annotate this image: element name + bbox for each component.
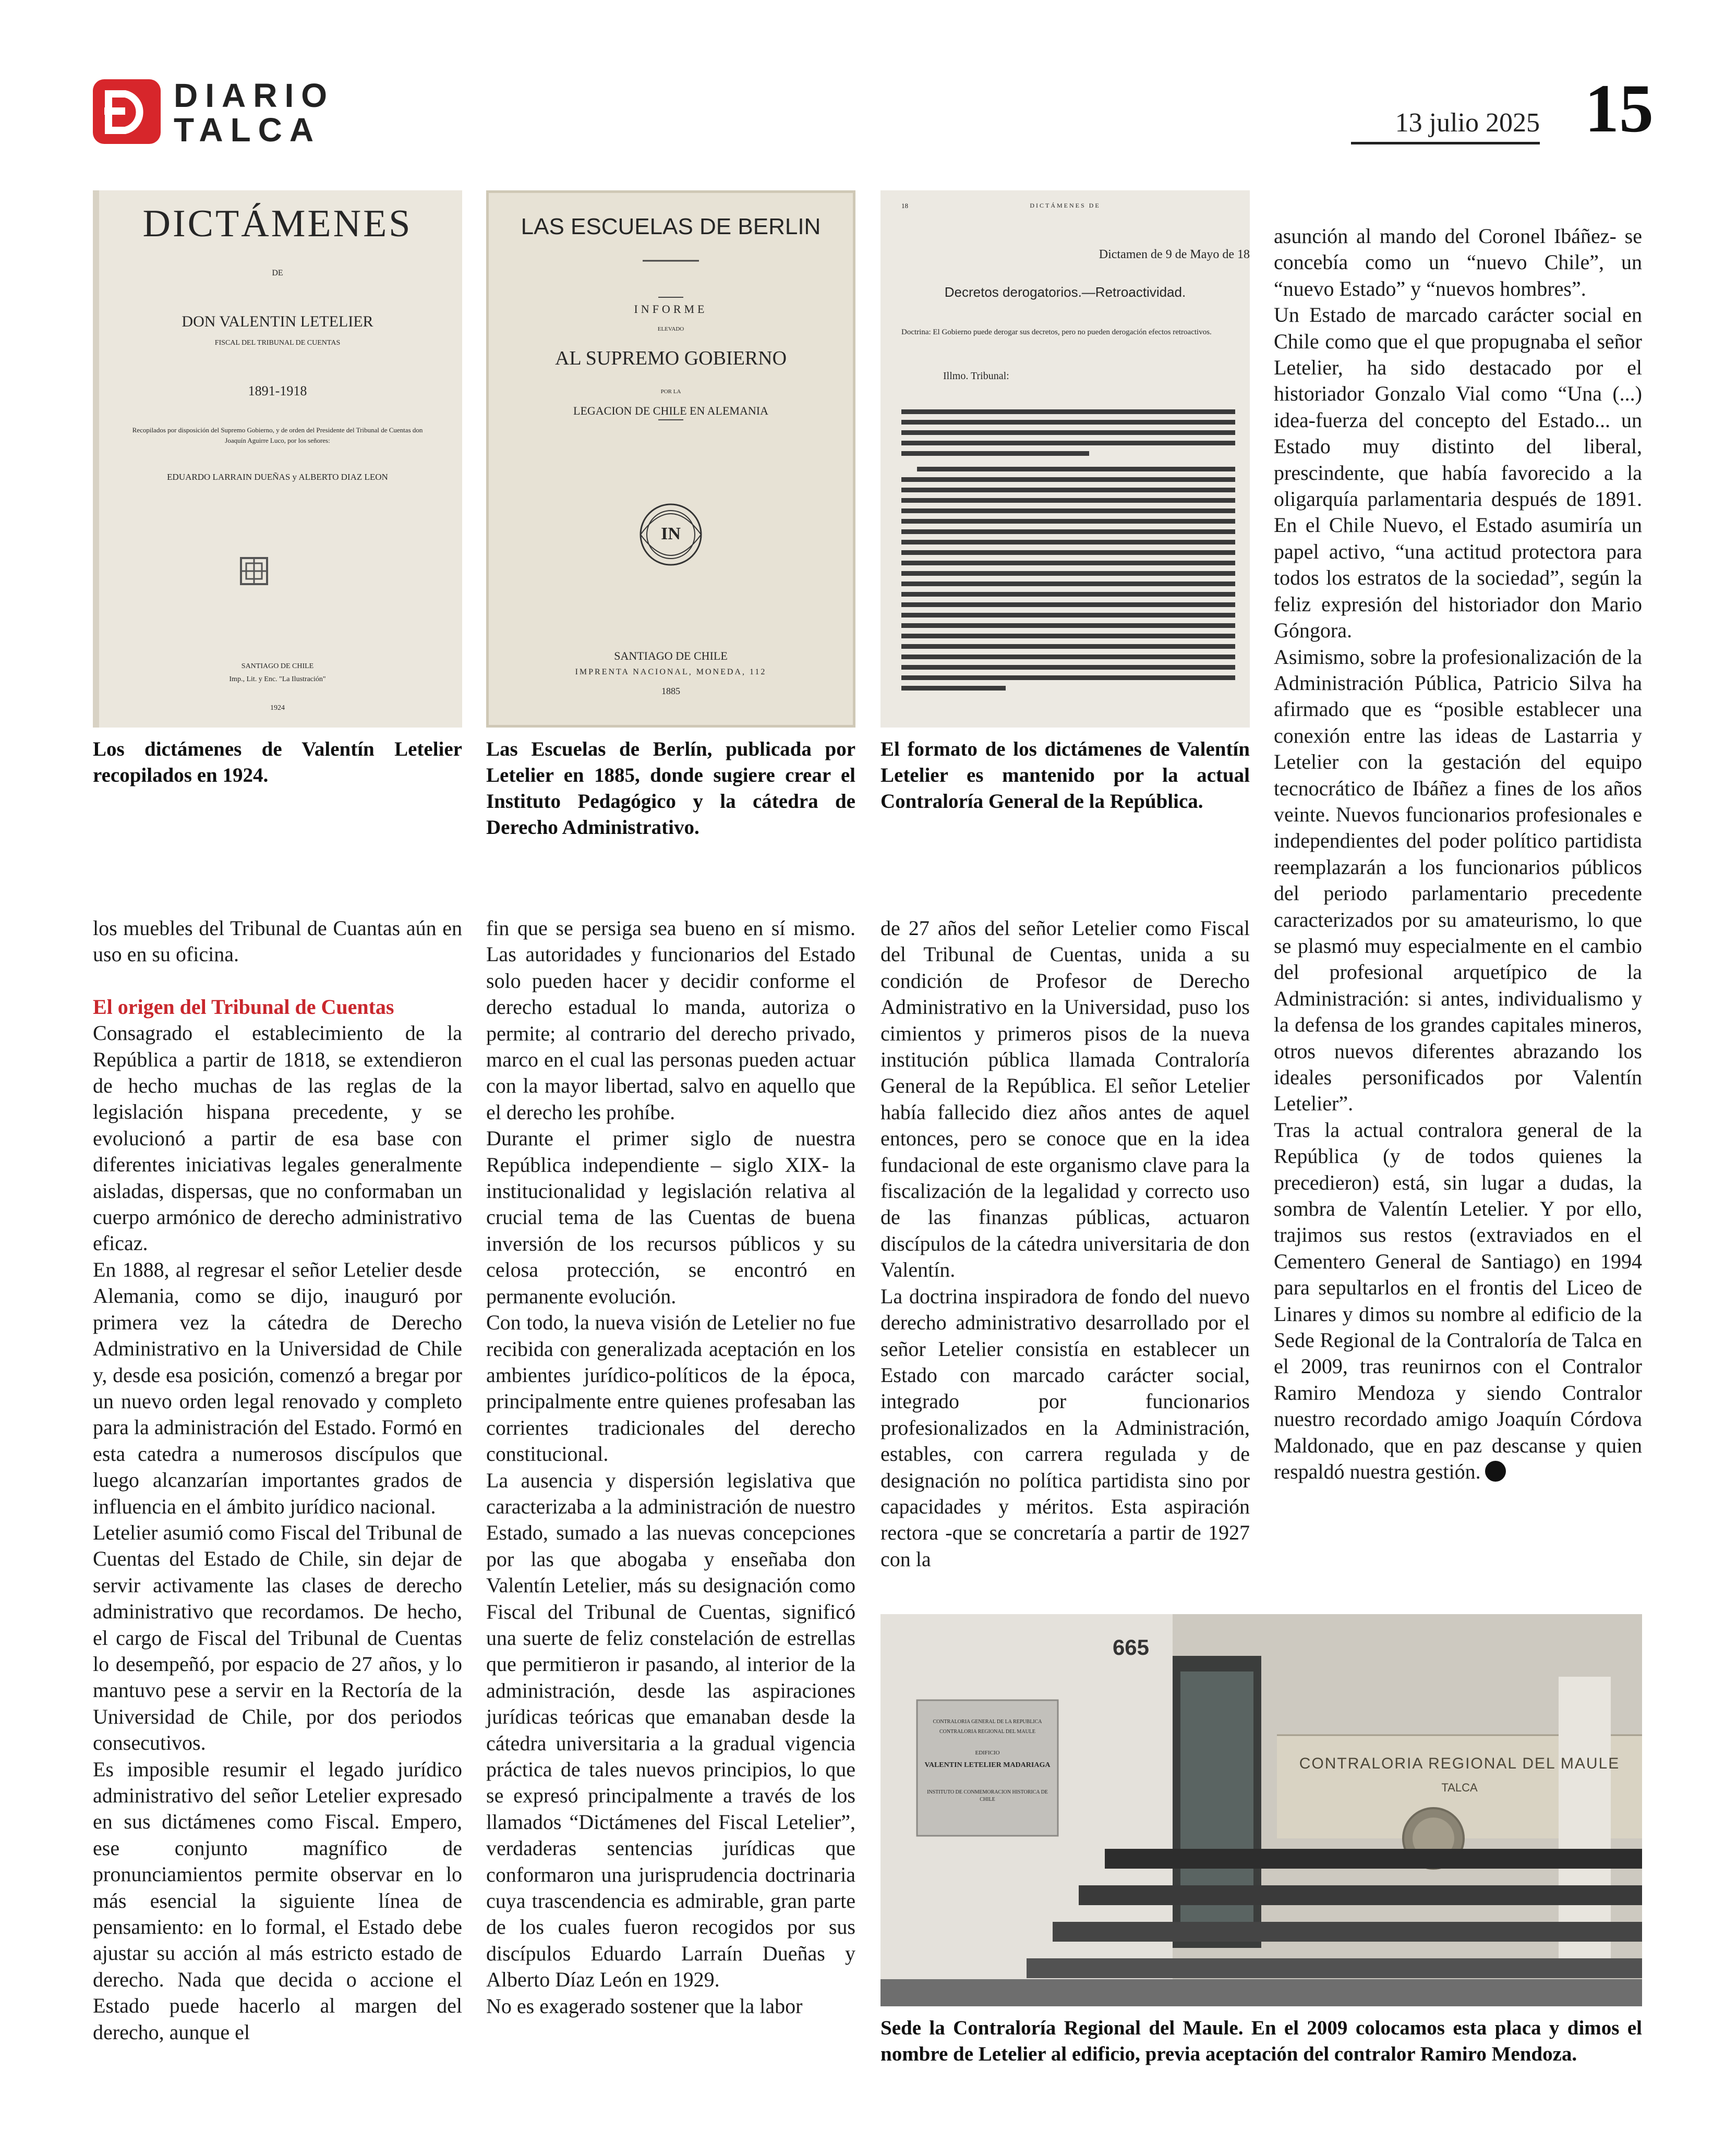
scan-por: POR LA <box>660 389 681 395</box>
paragraph: los muebles del Tribunal de Cuantas aún en uso en su oficina. <box>93 916 462 966</box>
article-column-4 <box>1274 223 1642 1485</box>
paragraph: fin que se persiga sea bueno en sí mismo. Las autoridades y funcionarios del Estado solo pueden hacer y decidir conforme el derecho estadual lo manda, autoriza o permite; al contrario del derecho privado, marco en el cual las personas pueden actuar con la mayor libertad, salvo en aquello que el derecho les prohíbe. <box>486 916 855 1124</box>
building-number: 665 <box>1112 1635 1150 1660</box>
article-column-1 <box>93 915 462 2045</box>
brand-logo-icon <box>93 79 161 144</box>
plaque-line-2: CONTRALORIA REGIONAL DEL MAULE <box>939 1729 1035 1735</box>
paragraph: Durante el primer siglo de nuestra República independiente – siglo XIX- la institucionalidad y legislación relativa al crucial tema de las Cuentas de buena inversión de los recursos públicos y su celosa protección, se encontró en permanente evolución. <box>486 1127 855 1308</box>
building-illustration <box>880 1614 1642 2006</box>
scan-decretos: Decretos derogatorios.—Retroactividad. <box>944 284 1186 300</box>
plaque-line-4: VALENTIN LETELIER MADARIAGA <box>924 1761 1051 1769</box>
paragraph: Un Estado de marcado carácter social en Chile como que el que propugnaba el señor Letelier, ha sido destacado por el historiador Gonzalo Vial como “Una (...) idea-fuerza del concepto del Estado... un Estado muy distinto del liberal, prescindente, que había favorecido a la oligarquía parlamentaria después de 1891. En el Chile Nuevo, el Estado asumiría un papel activo, “una actitud protectora para todos los estratos de la sociedad”, según la feliz expresión del historiador don Mario Góngora. <box>1274 303 1642 643</box>
paragraph-final-text: Tras la actual contralora general de la República (y de todos quienes la precedieron) está, sin lugar a dudas, la sombra de Valentín Letelier. Y por ello, trajimos sus restos (extraviados en el Cementero General de Santiago) en 1994 para sepultarlos en el frontis del Liceo de Linares y dimos su nombre al edificio de la Sede Regional de la Contraloría de Talca en el 2009, tras reunirnos con el Contralor Ramiro Mendoza y siendo Contralor nuestro recordado amigo Joaquín Córdova Maldonado, que en paz descanse y quien respaldó nuestra gestión. <box>1274 1118 1642 1484</box>
caption-dictamen-format: El formato de los dictámenes de Valentín Letelier es mantenido por la actual Contraloría General de la República. <box>880 738 1250 813</box>
caption-contraloria-building: Sede la Contraloría Regional del Maule. En el 2009 colocamos esta placa y dimos el nombre de Letelier al edificio, previa aceptación del contralor Ramiro Mendoza. <box>880 2017 1642 2065</box>
paragraph: Consagrado el establecimiento de la República a partir de 1818, se extendieron de hecho muchas de las reglas de la legislación hispana precedente, y se evolucionó a partir de esa base con diferentes iniciativas legales generalmente aisladas, dispersas, que no conformaban un cuerpo armónico de derecho administrativo eficaz. <box>93 1021 462 1255</box>
scan-supremo: AL SUPREMO GOBIERNO <box>554 347 787 369</box>
paragraph: Asimismo, sobre la profesionalización de la Administración Pública, Patricio Silva ha afirmado que es “posible establecer una conexión entre las ideas de Lastarria y Letelier con la gestación del equipo tecnocrático de Ibáñez a fines de los años veinte. Nuevos funcionarios profesionales e independientes del poder político partidista reemplazarán a los funcionarios públicos del periodo parlamentario precedente caracterizados por su amateurismo, lo que se plasmó muy especialmente en el cambio del profesional arquetípico de la Administración: si antes, individualismo y la defensa de los grandes capitales mineros, otros nuevos diferentes abrazando los ideales personificados por Valentín Letelier”. <box>1274 645 1642 1116</box>
brand-line-2: TALCA <box>174 111 321 149</box>
scan-elevado: ELEVADO <box>657 326 684 332</box>
article-column-3 <box>880 915 1250 1572</box>
article-column-2 <box>486 915 855 2019</box>
paragraph-final <box>1274 1117 1642 1485</box>
scan-de: DE <box>272 269 283 277</box>
scan-year: 1885 <box>661 686 680 696</box>
scan-legacion: LEGACION DE CHILE EN ALEMANIA <box>573 404 768 417</box>
book-cover-escuelas-berlin-image <box>486 190 855 728</box>
plaque-line-3: EDIFICIO <box>975 1750 1000 1756</box>
paper-texture <box>486 190 855 728</box>
dictamen-text-block <box>880 190 1250 728</box>
paragraph: Letelier asumió como Fiscal del Tribunal de Cuentas del Estado de Chile, sin dejar de servir activamente las clases de derecho administrativo que recordamos. De hecho, el cargo de Fiscal del Tribunal de Cuentas lo desempeñó, por espacio de 27 años, y lo mantuvo pese a servir en la Rectoría de la Universidad de Chile, por dos periodos consecutivos. <box>93 1520 462 1755</box>
paragraph: Es imposible resumir el legado jurídico administrativo del señor Letelier expresado en sus dictámenes como Fiscal. Empero, ese conjunto magnífico de pronunciamientos permite observar en lo más esencial la siguiente línea de pensamiento: en lo formal, el Estado debe ajustar su acción al más estricto estado de derecho. Nada que decida o accione el Estado puede hacerlo al margen del derecho, aunque el <box>93 1757 462 2044</box>
dictamen-page-image <box>880 190 1250 728</box>
scan-press: Imp., Lit. y Enc. "La Ilustración" <box>229 675 326 683</box>
scan-recopilados: Recopilados por disposición del Supremo Gobierno, y de orden del Presidente del Tribunal de Cuentas don Joaquín Aguirre Luco, por los señores: <box>132 426 423 444</box>
paragraph: asunción al mando del Coronel Ibáñez- se concebía como un “nuevo Chile”, un “nuevo Estado” y “nuevos hombres”. <box>1274 224 1642 300</box>
paragraph: La ausencia y dispersión legislativa que caracterizaba a la administración de nuestro Estado, sumado a las nuevas concepciones por las que abogaba y enseñaba don Valentín Letelier, más su designación como Fiscal del Tribunal de Cuentas, significó una suerte de feliz constelación de estrellas que permitieron ir pasando, al interior de la administración, desde las aspiraciones jurídicas teóricas que emanaban desde la cátedra universitaria a la gradual vigencia práctica de tales nuevos principios, lo que se expresó principalmente a través de los llamados “Dictámenes del Fiscal Letelier”, verdaderas sentencias jurídicas que conformaron una jurisprudencia doctrinaria cuya trascendencia es admirable, gran parte de los cuales fueron recogidos por sus discípulos Eduardo Larraín Dueñas y Alberto Díaz León en 1929. <box>486 1468 855 1992</box>
scan-authors: EDUARDO LARRAIN DUEÑAS y ALBERTO DIAZ LEON <box>167 472 388 482</box>
scan-press: IMPRENTA NACIONAL, MONEDA, 112 <box>575 668 767 676</box>
paragraph: No es exagerado sostener que la labor <box>486 1994 803 2018</box>
scan-year: 1924 <box>270 704 285 712</box>
paragraph: Con todo, la nueva visión de Letelier no fue recibida con generalizada aceptación en los ambientes jurídico-políticos de la época, principalmente entre quienes profesaban las corrientes tradicionales del derecho constitucional. <box>486 1311 855 1466</box>
scan-title: DICTÁMENES <box>142 202 413 245</box>
plaque-line-1: CONTRALORIA GENERAL DE LA REPUBLICA <box>933 1719 1042 1725</box>
scan-years: 1891-1918 <box>248 383 307 398</box>
caption-escuelas-berlin: Las Escuelas de Berlín, publicada por Letelier en 1885, donde sugiere crear el Instituto Pedagógico y la cátedra de Derecho Administrativo. <box>486 738 855 839</box>
brand-name <box>174 78 334 147</box>
paragraph: de 27 años del señor Letelier como Fiscal del Tribunal de Cuentas, unida a su condición de Profesor de Derecho Administrativo en la Universidad, puso los cimientos y primeros pisos de la nueva institución pública llamada Contraloría General de la República. El señor Letelier había fallecido diez años antes de aquel entonces, pero se conoce que en la idea fundacional de este organismo clave para la fiscalización de la legalidad y correcto uso de las finanzas públicas, actuaron discípulos de la cátedra universitaria de don Valentín. <box>880 916 1250 1282</box>
scan-monogram: IN <box>661 524 681 543</box>
scan-running-head: DICTÁMENES DE <box>1030 202 1101 209</box>
issue-date: 13 julio 2025 <box>1351 104 1540 144</box>
scan-title: LAS ESCUELAS DE BERLIN <box>521 214 821 239</box>
caption-dictamenes: Los dictámenes de Valentín Letelier recopilados en 1924. <box>93 738 462 786</box>
scan-role: FISCAL DEL TRIBUNAL DE CUENTAS <box>214 339 341 347</box>
contraloria-building-photo <box>880 1614 1642 2006</box>
building-sign-city: TALCA <box>1441 1781 1478 1794</box>
scan-city: SANTIAGO DE CHILE <box>241 662 314 670</box>
building-sign-name: CONTRALORIA REGIONAL DEL MAULE <box>1299 1755 1620 1772</box>
scan-doctrina: Doctrina: El Gobierno puede derogar sus decretos, pero no pueden derogación efectos retroactivos. <box>901 328 1212 336</box>
plaque-line-5: INSTITUTO DE CONMEMORACION HISTORICA DE CHILE <box>927 1789 1048 1802</box>
end-of-article-icon <box>1485 1461 1506 1482</box>
scan-dictamen-date: Dictamen de 9 de Mayo de 18 <box>1099 248 1250 261</box>
logo-d-glyph <box>93 79 161 144</box>
section-subheading: El origen del Tribunal de Cuentas <box>93 995 394 1019</box>
paragraph: En 1888, al regresar el señor Letelier desde Alemania, como se dijo, inauguró por primera vez la cátedra de Derecho Administrativo en la Universidad de Chile y, desde esa posición, comenzó a bregar por un nuevo orden legal renovado y completo para la administración del Estado. Formó en esta catedra a numerosos discípulos que luego alcanzarían importantes grados de influencia en el ámbito jurídico nacional. <box>93 1257 462 1518</box>
scan-informe: INFORME <box>634 302 708 316</box>
scan-city: SANTIAGO DE CHILE <box>614 649 728 662</box>
scan-page-number: 18 <box>901 202 908 210</box>
scan-name: DON VALENTIN LETELIER <box>182 313 373 330</box>
brand-line-1: DIARIO <box>174 77 334 114</box>
book-cover-dictamenes-image <box>93 190 462 728</box>
scan-salute: Illmo. Tribunal: <box>943 370 1009 382</box>
paragraph: La doctrina inspiradora de fondo del nuevo derecho administrativo desarrollado por el señor Letelier consistía en establecer un Estado con marcado carácter social, integrado por funcionarios profesionalizados en la Administración, estables, con carrera regulada y de designación no política partidista sino por capacidades y méritos. Esta aspiración rectora -que se concretaría a partir de 1927 con la <box>880 1284 1250 1571</box>
page-number: 15 <box>1585 70 1654 147</box>
